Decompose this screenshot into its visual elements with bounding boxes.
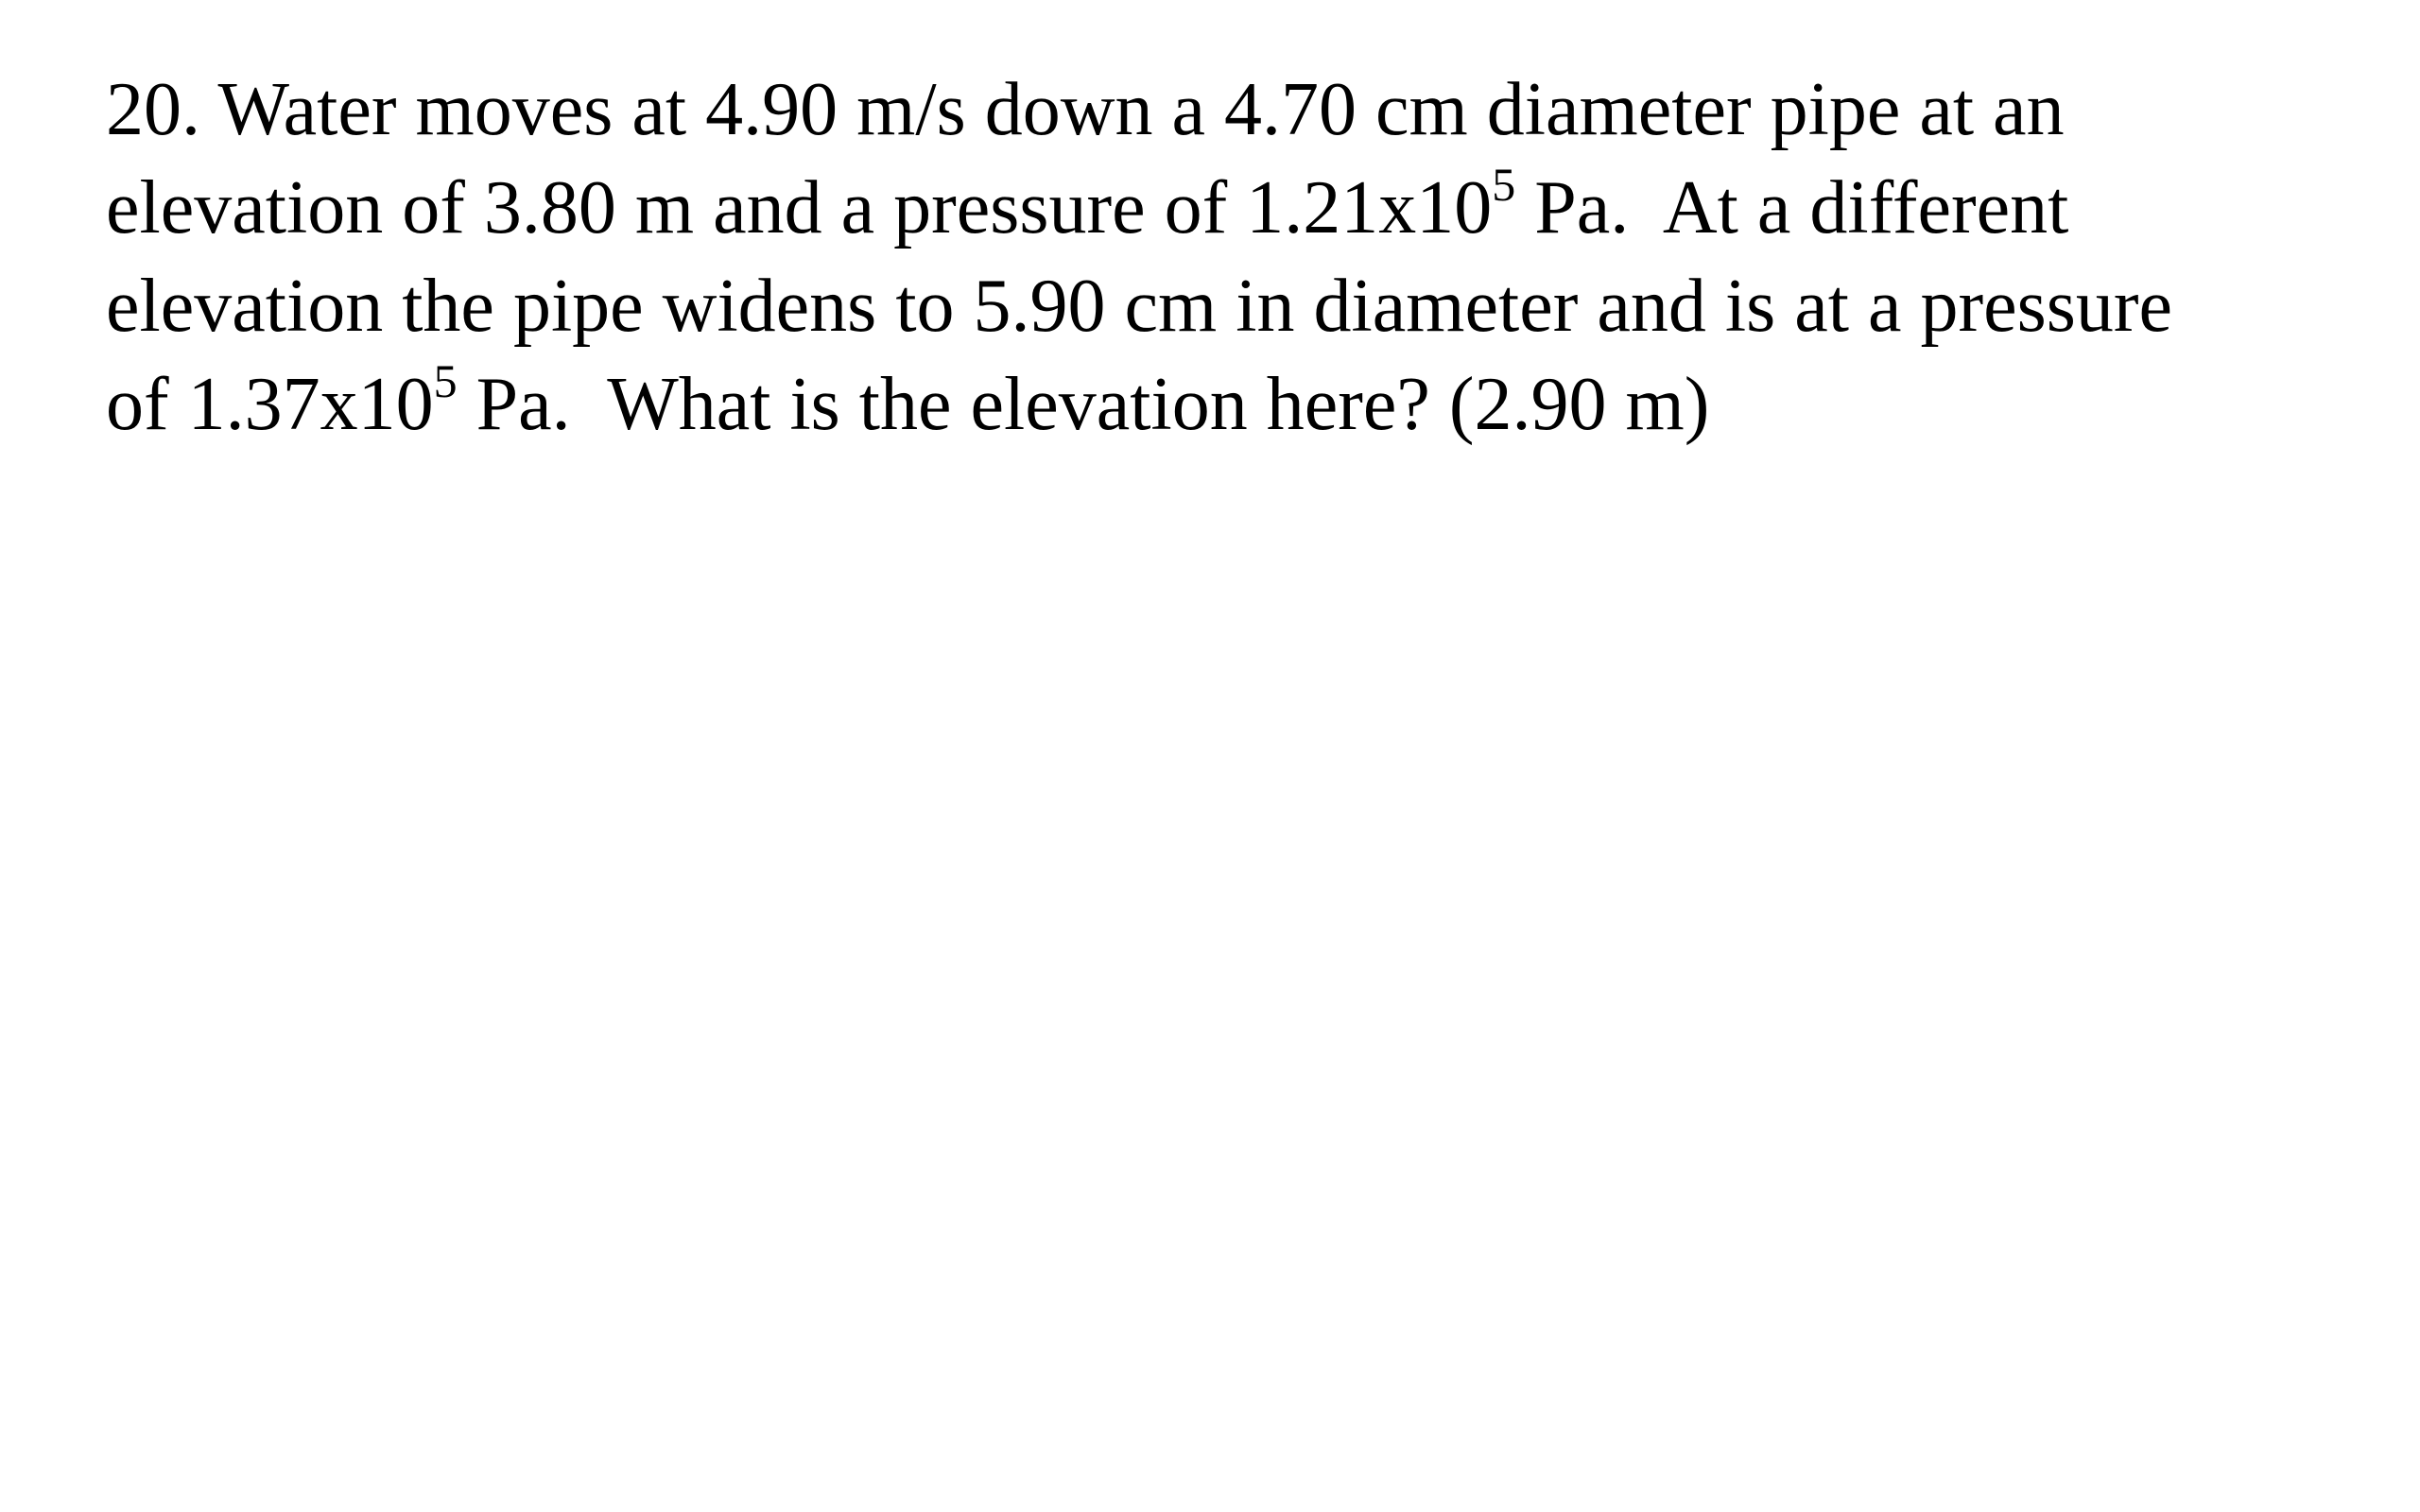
problem-line-4 [106,355,2375,454]
problem-line-4-text: of 1.37x10 [106,363,434,446]
problem-line-2-text: elevation of 3.80 m and a pressure of 1.21x10 [106,166,1493,249]
problem-line-2 [106,159,2375,257]
problem-line-3: elevation the pipe widens to 5.90 cm in diameter and is at a pressure [106,265,2173,348]
exponent: 5 [1492,158,1516,212]
problem-line-2-tail: Pa. At a different [1515,166,2069,249]
problem-text [106,60,2375,454]
exponent: 5 [433,354,458,408]
problem-line-4-tail: Pa. What is the elevation here? (2.90 m) [457,363,1710,446]
problem-line-1: 20. Water moves at 4.90 m/s down a 4.70 cm diameter pipe at an [106,68,2065,151]
